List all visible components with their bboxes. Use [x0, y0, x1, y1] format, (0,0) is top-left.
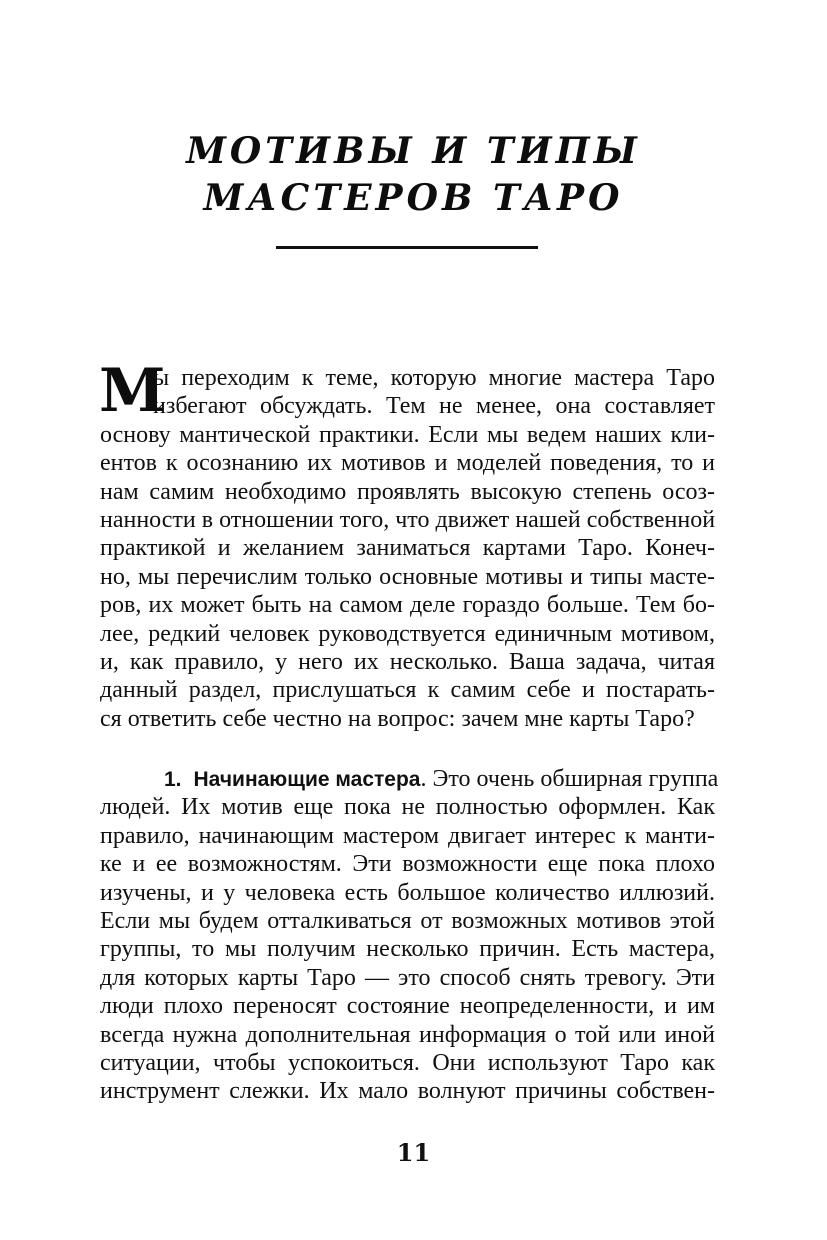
section-1-line: изучены, и у человека есть большое количество иллюзий.: [100, 879, 715, 906]
chapter-title-line-2: МАСТЕРОВ ТАРО: [203, 177, 624, 219]
drop-cap: М: [99, 356, 166, 426]
intro-line: ентов к осознанию их мотивов и моделей поведения, то и: [100, 450, 715, 477]
chapter-title-line-1: МОТИВЫ И ТИПЫ: [186, 130, 641, 172]
section-1-line: люди плохо переносят состояние неопределенности, и им: [100, 993, 715, 1020]
section-1-number: 1.: [164, 768, 182, 791]
section-1-line: инструмент слежки. Их мало волнуют причины собствен-: [100, 1078, 715, 1105]
intro-line: но, мы перечислим только основные мотивы и типы масте-: [100, 563, 715, 590]
intro-line: практикой и желанием заниматься картами Таро. Конеч-: [100, 535, 715, 562]
intro-line: ы переходим к теме, которую многие мастера Таро: [153, 365, 715, 391]
section-1-line: Если мы будем отталкиваться от возможных мотивов этой: [100, 907, 715, 934]
section-1-line: людей. Их мотив еще пока не полностью оформлен. Как: [100, 794, 715, 821]
intro-paragraph: [99, 356, 716, 733]
intro-line: ся ответить себе честно на вопрос: зачем мне карты Таро?: [100, 705, 695, 732]
section-1-paragraph: [100, 765, 719, 1106]
section-1-first-line-text: . Это очень обширная группа: [420, 766, 719, 792]
chapter-title: [0, 128, 827, 222]
intro-line: ров, их может быть на самом деле гораздо больше. Тем бо-: [100, 592, 715, 619]
section-1-first-line: [100, 765, 719, 793]
section-1-line: правило, начинающим мастером двигает интерес к манти-: [100, 822, 715, 849]
intro-line: основу мантической практики. Если мы ведем наших кли-: [100, 421, 715, 448]
section-1-line: для которых карты Таро — это способ снять тревогу. Эти: [100, 964, 715, 991]
intro-line: данный раздел, прислушаться к самим себе и постарать-: [100, 677, 715, 704]
section-1-line: ситуации, чтобы успокоиться. Они используют Таро как: [100, 1049, 715, 1076]
page-number: 11: [396, 1138, 431, 1167]
intro-line: нам самим необходимо проявлять высокую степень осоз-: [100, 478, 715, 505]
title-divider: [276, 246, 538, 249]
section-1-line: всегда нужна дополнительная информация о той или иной: [100, 1021, 715, 1048]
intro-line: лее, редкий человек руководствуется единичным мотивом,: [100, 620, 715, 647]
section-1-heading: Начинающие мастера: [193, 768, 421, 791]
section-1-line: ке и ее возможностям. Эти возможности еще пока плохо: [100, 851, 715, 878]
intro-line: нанности в отношении того, что движет нашей собственной: [100, 506, 716, 533]
section-1-line: группы, то мы получим несколько причин. Есть мастера,: [100, 936, 715, 963]
intro-line: и, как правило, у него их несколько. Ваша задача, читая: [100, 648, 715, 675]
intro-line: избегают обсуждать. Тем не менее, она составляет: [153, 393, 715, 420]
